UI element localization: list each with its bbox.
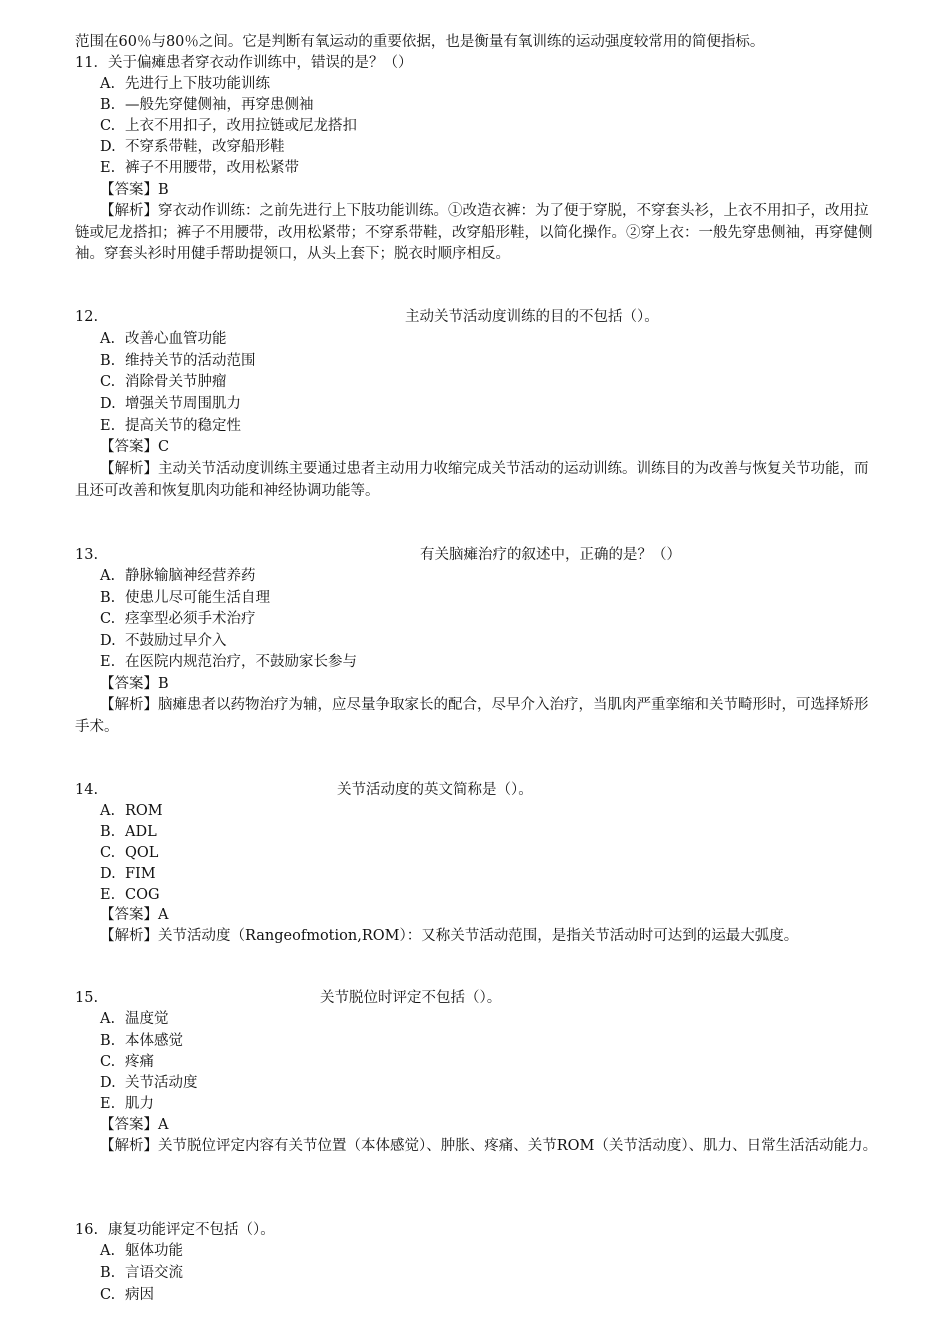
option-letter: E. (100, 887, 116, 903)
option-letter: A. (100, 331, 116, 347)
option-d (100, 631, 227, 652)
option-letter: C. (100, 1287, 116, 1303)
option-letter: A. (100, 1011, 116, 1027)
option-letter: B. (100, 824, 116, 840)
question-14 (75, 780, 533, 801)
option-letter: B. (100, 590, 116, 606)
question-13 (75, 545, 681, 566)
option-a (100, 801, 163, 822)
answer: 【答案】B (100, 676, 169, 692)
question-stem: 有关脑瘫治疗的叙述中，正确的是？（） (420, 547, 681, 563)
option-e (100, 885, 160, 906)
analysis: 【解析】关节活动度（Rangeofmotion,ROM）：又称关节活动范围，是指关节活动时可达到的运最大弧度。 (100, 928, 799, 944)
option-text: 消除骨关节肿瘤 (125, 374, 227, 390)
option-c (100, 372, 227, 393)
option-letter: B. (100, 97, 116, 113)
option-a (100, 1009, 169, 1030)
option-text: 上衣不用扣子，改用拉链或尼龙搭扣 (125, 118, 357, 134)
question-number: 11． (75, 55, 108, 71)
question-12 (75, 307, 659, 328)
option-b (100, 95, 314, 116)
option-e (100, 416, 241, 437)
answer: 【答案】B (100, 182, 169, 198)
option-text: 使患儿尽可能生活自理 (125, 590, 270, 606)
option-text: 言语交流 (125, 1265, 183, 1281)
question-stem: 关于偏瘫患者穿衣动作训练中，错误的是？（） (107, 55, 413, 71)
option-text: 提高关节的稳定性 (125, 418, 241, 434)
option-a (100, 74, 270, 95)
question-number: 12. (75, 309, 99, 325)
option-c (100, 609, 256, 630)
option-letter: B. (100, 1033, 116, 1049)
option-text: 不鼓励过早介入 (125, 633, 227, 649)
option-text: 增强关节周围肌力 (125, 396, 241, 412)
question-15 (75, 988, 502, 1009)
question-stem: 主动关节活动度训练的目的不包括（）。 (405, 309, 659, 325)
option-letter: D. (100, 1075, 116, 1091)
question-number: 14. (75, 782, 99, 798)
analysis: 【解析】关节脱位评定内容有关节位置（本体感觉）、肿胀、疼痛、关节ROM（关节活动度）、肌力、日常生活活动能力。 (100, 1138, 878, 1154)
analysis: 【解析】穿衣动作训练：之前先进行上下肢功能训练。①改造衣裤：为了便于穿脱，不穿套头衫，上衣不用扣子，改用拉链或尼龙搭扣；裤子不用腰带，改用松紧带；不穿系带鞋，改穿船形鞋，以简化操作。②穿上衣：一般先穿患侧袖，再穿健侧袖。穿套头衫时用健手帮助提领口，从头上套下；脱衣时顺序相反。 (75, 203, 873, 262)
option-letter: A. (100, 568, 116, 584)
option-letter: A. (100, 1243, 116, 1259)
option-text: QOL (125, 845, 159, 861)
option-c (100, 1052, 154, 1073)
question-number: 16. (75, 1222, 99, 1238)
option-letter: D. (100, 866, 116, 882)
option-letter: E. (100, 654, 116, 670)
question-number: 13. (75, 547, 99, 563)
option-c (100, 1285, 154, 1306)
option-text: 躯体功能 (125, 1243, 183, 1259)
option-e (100, 1094, 154, 1115)
option-text: 疼痛 (125, 1054, 154, 1070)
option-text: FIM (125, 866, 156, 882)
option-c (100, 843, 158, 864)
option-letter: C. (100, 611, 116, 627)
option-e (100, 652, 357, 673)
analysis: 【解析】主动关节活动度训练主要通过患者主动用力收缩完成关节活动的运动训练。训练目的为改善与恢复关节功能，而且还可改善和恢复肌肉功能和神经协调功能等。 (75, 461, 869, 499)
option-letter: E. (100, 1096, 116, 1112)
option-a (100, 1241, 183, 1262)
question-stem: 康复功能评定不包括（）。 (108, 1222, 275, 1238)
option-text: ROM (125, 803, 163, 819)
option-letter: B. (100, 1265, 116, 1281)
option-letter: D. (100, 139, 116, 155)
option-b (100, 822, 157, 843)
option-text: 在医院内规范治疗，不鼓励家长参与 (125, 654, 357, 670)
option-text: COG (125, 887, 160, 903)
option-text: 肌力 (125, 1096, 154, 1112)
option-text: 本体感觉 (125, 1033, 183, 1049)
option-b (100, 351, 256, 372)
option-text: 先进行上下肢功能训练 (125, 76, 270, 92)
option-text: —般先穿健侧袖，再穿患侧袖 (125, 97, 314, 113)
option-b (100, 1263, 183, 1284)
option-d (100, 864, 156, 885)
answer: 【答案】C (100, 439, 170, 455)
option-e (100, 158, 299, 179)
option-text: ADL (125, 824, 157, 840)
option-text: 维持关节的活动范围 (125, 353, 256, 369)
option-c (100, 116, 357, 137)
option-letter: E. (100, 160, 116, 176)
option-b (100, 588, 270, 609)
option-letter: A. (100, 76, 116, 92)
option-letter: B. (100, 353, 116, 369)
option-text: 病因 (125, 1287, 154, 1303)
option-d (100, 137, 285, 158)
option-letter: D. (100, 633, 116, 649)
option-letter: C. (100, 845, 116, 861)
option-letter: E. (100, 418, 116, 434)
analysis: 【解析】脑瘫患者以药物治疗为辅，应尽量争取家长的配合，尽早介入治疗，当肌肉严重挛缩和关节畸形时，可选择矫形手术。 (75, 697, 869, 735)
option-a (100, 329, 227, 350)
option-letter: A. (100, 803, 116, 819)
option-text: 改善心血管功能 (125, 331, 227, 347)
option-b (100, 1031, 183, 1052)
option-d (100, 394, 241, 415)
option-text: 痉挛型必须手术治疗 (125, 611, 256, 627)
option-letter: D. (100, 396, 116, 412)
option-d (100, 1073, 198, 1094)
question-stem: 关节脱位时评定不包括（）。 (320, 990, 502, 1006)
option-text: 裤子不用腰带，改用松紧带 (125, 160, 299, 176)
option-text: 关节活动度 (125, 1075, 198, 1091)
option-text: 静脉输脑神经营养药 (125, 568, 256, 584)
question-11 (75, 53, 412, 74)
option-letter: C. (100, 118, 116, 134)
answer: 【答案】A (100, 907, 169, 923)
option-letter: C. (100, 374, 116, 390)
intro-line: 范围在60％与80％之间。它是判断有氧运动的重要依据，也是衡量有氧训练的运动强度较常用的简便指标。 (75, 34, 765, 50)
question-number: 15. (75, 990, 99, 1006)
option-text: 温度觉 (125, 1011, 169, 1027)
answer: 【答案】A (100, 1117, 169, 1133)
question-stem: 关节活动度的英文简称是（）。 (337, 782, 533, 798)
option-a (100, 566, 256, 587)
option-letter: C. (100, 1054, 116, 1070)
question-16 (75, 1220, 275, 1241)
option-text: 不穿系带鞋，改穿船形鞋 (125, 139, 285, 155)
